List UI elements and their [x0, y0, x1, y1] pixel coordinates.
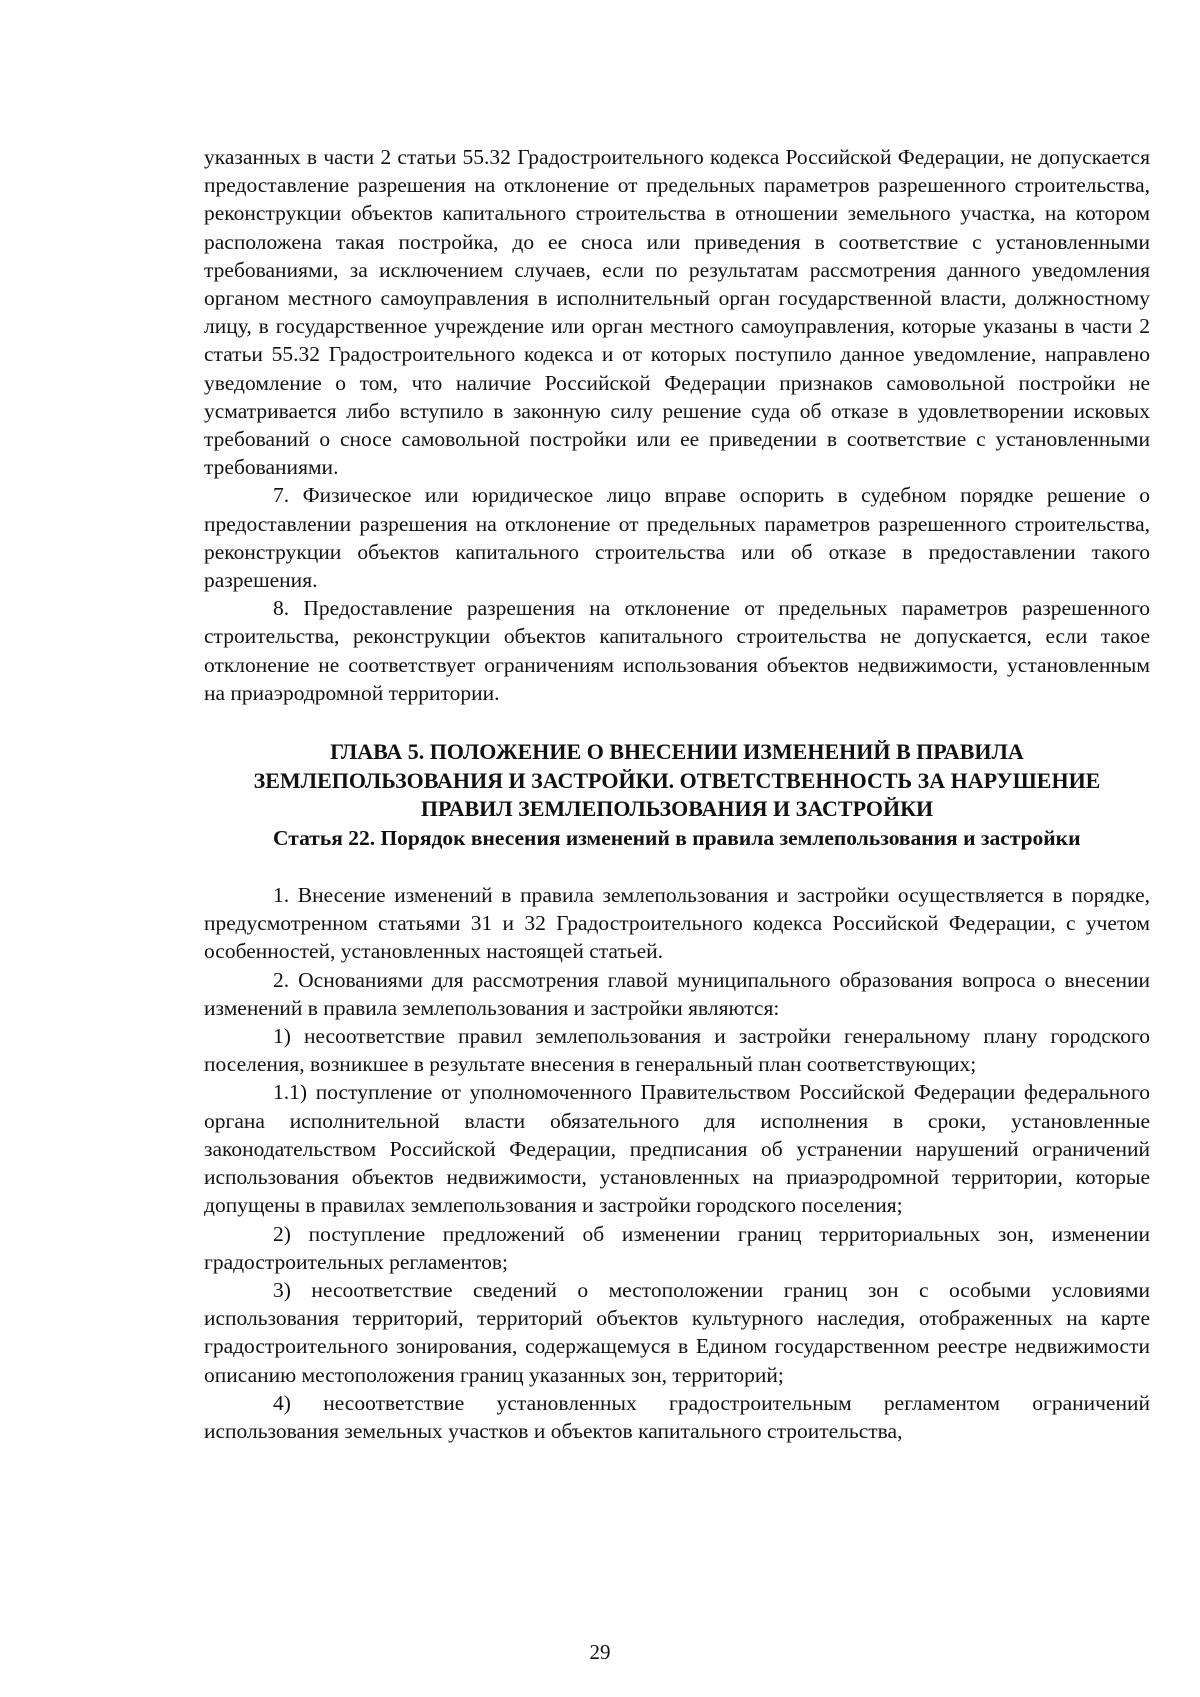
paragraph-item-7: 7. Физическое или юридическое лицо вправе оспорить в судебном порядке решение о предоставлении разрешения на отклонение от предельных параметров разрешенного строительства, реконструкции объектов капитального строительства или об отказе в предоставлении такого разрешения. — [204, 483, 1150, 593]
paragraph-item-1: 1. Внесение изменений в правила землепользования и застройки осуществляется в порядке, предусмотренном статьями 31 и 32 Градостроительного кодекса Российской Федерации, с учетом особенностей, установленных настоящей статьей. — [204, 883, 1150, 964]
article-heading: Статья 22. Порядок внесения изменений в правила землепользования и застройки — [273, 825, 1081, 850]
list-item-4: 4) несоответствие установленных градостроительным регламентом ограничений использования земельных участков и объектов капитального строительства, — [204, 1390, 1150, 1443]
document-page — [204, 143, 1150, 1445]
paragraph-item-8: 8. Предоставление разрешения на отклонение от предельных параметров разрешенного строительства, реконструкции объектов капитального строительства не допускается, если такое отклонение не соответствует ограничениям использования объектов недвижимости, установленным на приаэродромной территории. — [204, 596, 1150, 705]
paragraph-continuation: указанных в части 2 статьи 55.32 Градостроительного кодекса Российской Федерации, не допускается предоставление разрешения на отклонение от предельных параметров разрешенного строительства, реконструкции объектов капитального строительства в отношении земельного участка, на котором расположена такая постройка, до ее сноса или приведения в соответствие с установленными требованиями, за исключением случаев, если по результатам рассмотрения данного уведомления органом местного самоуправления в исполнительный орган государственной власти, должностному лицу, в государственное учреждение или орган местного самоуправления, которые указаны в части 2 статьи 55.32 Градостроительного кодекса и от которых поступило данное уведомление, направлено уведомление о том, что наличие Российской Федерации признаков самовольной постройки не усматривается либо вступило в законную силу решение суда об отказе в удовлетворении исковых требований о сносе самовольной постройки или ее приведении в соответствие с установленными требованиями. — [204, 145, 1150, 480]
spacer — [204, 852, 1150, 881]
list-item-1-1: 1.1) поступление от уполномоченного Правительством Российской Федерации федерального органа исполнительной власти обязательного для исполнения в сроки, установленные законодательством Российской Федерации, предписания об устранении нарушений ограничений использования объектов недвижимости, установленных на приаэродромной территории, которые допущены в правилах землепользования и застройки городского поселения; — [204, 1080, 1150, 1218]
chapter-heading: ГЛАВА 5. ПОЛОЖЕНИЕ О ВНЕСЕНИИ ИЗМЕНЕНИЙ В ПРАВИЛА ЗЕМЛЕПОЛЬЗОВАНИЯ И ЗАСТРОЙКИ. ОТВЕТСТВЕННОСТЬ ЗА НАРУШЕНИЕ ПРАВИЛ ЗЕМЛЕПОЛЬЗОВАНИЯ И ЗАСТРОЙКИ — [253, 739, 1101, 822]
list-item-2: 2) поступление предложений об изменении границ территориальных зон, изменении градостроительных регламентов; — [204, 1221, 1150, 1274]
list-item-1: 1) несоответствие правил землепользования и застройки генеральному плану городского поселения, возникшее в результате внесения в генеральный план соответствующих; — [204, 1024, 1150, 1077]
page-number: 29 — [589, 1640, 611, 1664]
list-item-3: 3) несоответствие сведений о местоположении границ зон с особыми условиями использования территорий, территорий объектов культурного наследия, отображенных на карте градостроительного зонирования, содержащемуся в Едином государственном реестре недвижимости описанию местоположения границ указанных зон, территорий; — [204, 1277, 1150, 1387]
paragraph-item-2: 2. Основаниями для рассмотрения главой муниципального образования вопроса о внесении изменений в правила землепользования и застройки являются: — [204, 967, 1150, 1020]
